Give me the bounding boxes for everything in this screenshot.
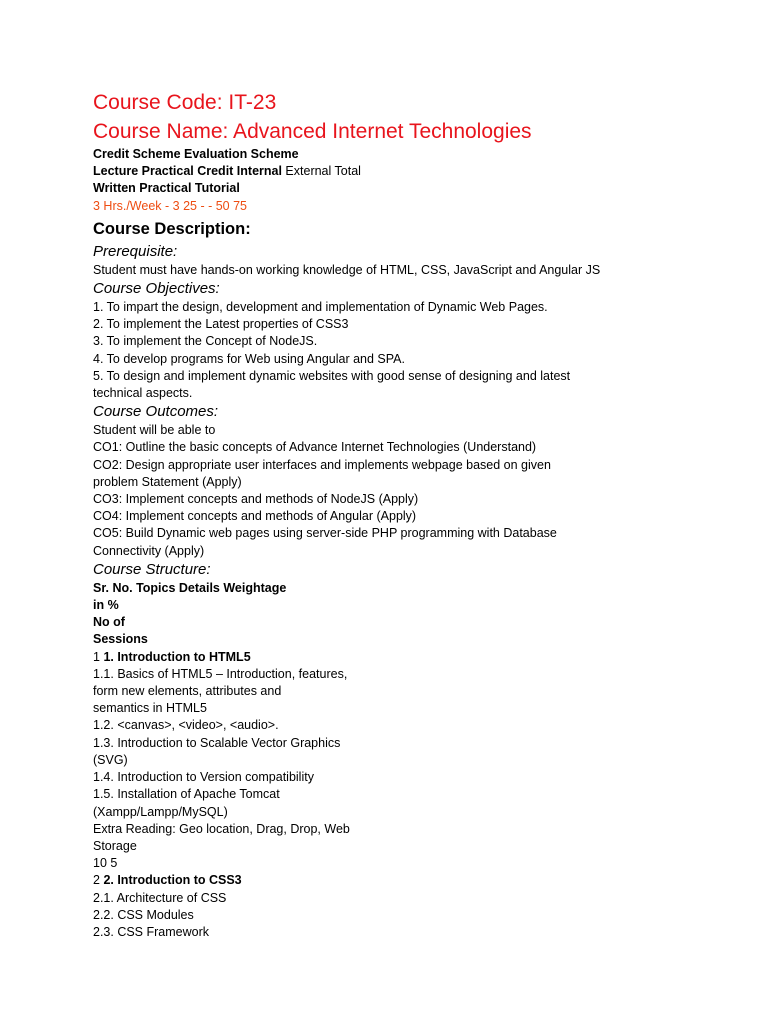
unit-line: 10 5: [93, 856, 118, 871]
list-item: technical aspects.: [93, 386, 193, 401]
unit-line: 1.4. Introduction to Version compatibility: [93, 770, 314, 785]
structure-header-line: Sr. No. Topics Details Weightage: [93, 580, 287, 595]
unit-2: [93, 872, 733, 941]
list-item: 4. To develop programs for Web using Angular and SPA.: [93, 351, 405, 366]
list-item: 3. To implement the Concept of NodeJS.: [93, 334, 318, 349]
scheme-line-4: 3 Hrs./Week - 3 25 - - 50 75: [93, 198, 247, 213]
scheme-line-1: Credit Scheme Evaluation Scheme: [93, 147, 299, 161]
course-name: Course Name: Advanced Internet Technologies: [93, 120, 532, 143]
list-item: CO5: Build Dynamic web pages using server-side PHP programming with Database: [93, 526, 557, 541]
scheme-line-3: Written Practical Tutorial: [93, 181, 240, 196]
unit-line: Storage: [93, 838, 137, 853]
list-item: problem Statement (Apply): [93, 474, 242, 489]
prerequisite-text: Student must have hands-on working knowledge of HTML, CSS, JavaScript and Angular JS: [93, 262, 601, 277]
scheme-line-2-normal: External Total: [281, 164, 361, 179]
unit-line: 2.2. CSS Modules: [93, 907, 194, 922]
structure-header-line: in %: [93, 598, 119, 613]
list-item: CO1: Outline the basic concepts of Advance Internet Technologies (Understand): [93, 440, 537, 455]
unit-line: 2.3. CSS Framework: [93, 924, 210, 939]
course-description-heading: Course Description:: [93, 219, 251, 238]
outcomes-heading: Course Outcomes:: [93, 403, 219, 421]
objectives-list: [93, 299, 733, 402]
list-item: 2. To implement the Latest properties of CSS3: [93, 317, 349, 332]
outcomes-list: [93, 422, 733, 560]
objectives-heading: Course Objectives:: [93, 280, 220, 298]
course-code: Course Code: IT-23: [93, 91, 277, 114]
structure-header-line: No of: [93, 615, 125, 630]
list-item: 1. To impart the design, development and implementation of Dynamic Web Pages.: [93, 300, 548, 315]
unit-line: (SVG): [93, 752, 128, 767]
unit-line: Extra Reading: Geo location, Drag, Drop, Web: [93, 821, 350, 836]
unit-1-title-row: [93, 649, 733, 666]
list-item: 5. To design and implement dynamic websites with good sense of designing and latest: [93, 368, 571, 383]
structure-heading: Course Structure:: [93, 560, 211, 578]
document-content: [93, 88, 733, 941]
unit-line: 1.5. Installation of Apache Tomcat: [93, 787, 280, 802]
unit-1: [93, 649, 733, 873]
list-item: Connectivity (Apply): [93, 543, 205, 558]
list-item: CO2: Design appropriate user interfaces and implements webpage based on given: [93, 457, 551, 472]
unit-line: form new elements, attributes and: [93, 684, 282, 699]
list-item: Student will be able to: [93, 423, 216, 438]
prerequisite-heading: Prerequisite:: [93, 242, 178, 260]
unit-line: (Xampp/Lampp/MySQL): [93, 804, 228, 819]
unit-title: 1. Introduction to HTML5: [103, 649, 251, 664]
unit-number: 1: [93, 649, 104, 664]
scheme-line-2-bold: Lecture Practical Credit Internal: [93, 164, 282, 179]
scheme-line-2: [93, 163, 733, 180]
structure-table-header: [93, 580, 733, 649]
list-item: CO4: Implement concepts and methods of Angular (Apply): [93, 509, 417, 524]
unit-number: 2: [93, 873, 104, 888]
unit-title: 2. Introduction to CSS3: [103, 873, 242, 888]
unit-2-title-row: [93, 872, 733, 889]
unit-line: 1.3. Introduction to Scalable Vector Graphics: [93, 735, 341, 750]
unit-line: 1.1. Basics of HTML5 – Introduction, features,: [93, 666, 348, 681]
unit-line: 2.1. Architecture of CSS: [93, 890, 227, 905]
unit-line: 1.2. <canvas>, <video>, <audio>.: [93, 718, 279, 733]
unit-line: semantics in HTML5: [93, 701, 207, 716]
structure-header-line: Sessions: [93, 632, 148, 647]
list-item: CO3: Implement concepts and methods of NodeJS (Apply): [93, 492, 419, 507]
